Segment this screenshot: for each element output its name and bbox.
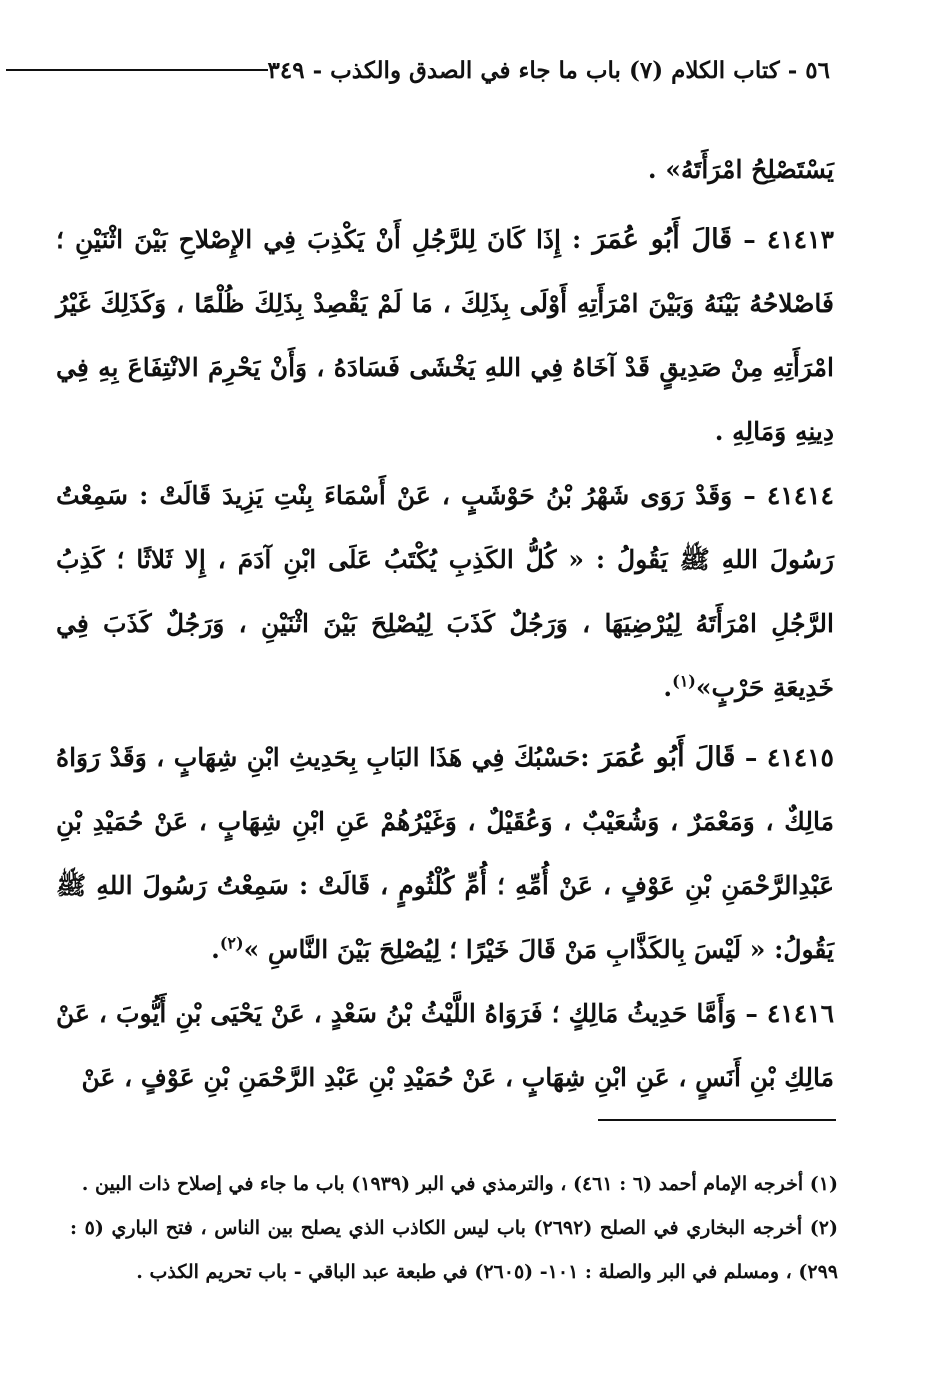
paragraph-4414: [56, 464, 834, 720]
header-rule: [6, 69, 268, 71]
paragraph-continuation: [56, 138, 834, 202]
footnotes: [70, 1162, 838, 1294]
paragraph-text: وَقَدْ رَوَى شَهْرُ بْنُ حَوْشَبٍ ، عَنْ أَسْمَاءَ بِنْتِ يَزِيدَ قَالَتْ : سَمِعْتُ رَسُولَ اللهِ ﷺ يَقُولُ : « كُلُّ الكَذِبِ يُكْتَبُ عَلَى ابْنِ آدَمَ ، إِلا ثَلاثًا ؛ كَذِبُ الرَّجُلِ امْرَأَتَهُ لِيُرْضِيَهَا ، وَرَجُلٌ كَذَبَ لِيُصْلِحَ بَيْنَ اثْنَيْنِ ، وَرَجُلٌ كَذَبَ فِي خَدِيعَةِ حَرْبٍ»: [56, 481, 834, 702]
footnote-2: (٢) أخرجه البخاري في الصلح (٢٦٩٢) باب ليس الكاذب الذي يصلح بين الناس ، فتح الباري (٥ : ٢٩٩) ، ومسلم في البر والصلة : ١٠١- (٢٦٠٥) في طبعة عبد الباقي - باب تحريم الكذب .: [70, 1217, 838, 1283]
paragraph-text: :حَسْبُكَ فِي هَذَا البَابِ بِحَدِيثِ ابْنِ شِهَابٍ ، وَقَدْ رَوَاهُ مَالِكٌ ، وَمَعْمَرٌ ، وَشُعَيْبٌ ، وَعُقَيْلٌ ، وَغَيْرُهُمْ عَنِ ابْنِ شِهَابٍ ، عَنْ حُمَيْدِ بْنِ عَبْدِالرَّحْمَنِ بْنِ عَوْفٍ ، عَنْ أُمِّهِ ؛ أُمِّ كُلْثُومٍ ، قَالَتْ : سَمِعْتُ رَسُولَ اللهِ ﷺ يَقُولُ: « لَيْسَ بِالكَذَّابِ مَنْ قَالَ خَيْرًا ؛ لِيُصْلِحَ بَيْنَ النَّاسِ »: [56, 743, 834, 964]
footnote-reference: (٢): [219, 933, 244, 953]
footnote-reference: (١): [672, 671, 696, 691]
footnote-1: (١) أخرجه الإمام أحمد (٦ : ٤٦١) ، والترمذي في البر (١٩٣٩) باب ما جاء في إصلاح ذات البين .: [81, 1173, 838, 1195]
paragraph-end: .: [211, 935, 220, 964]
speaker-label: قَالَ أَبُو عُمَرَ: [598, 742, 736, 773]
paragraph-4413: [56, 208, 834, 464]
running-header: [30, 52, 830, 88]
paragraph-end: .: [663, 673, 673, 702]
footnote-separator: [598, 1119, 836, 1121]
paragraph-number: ٤١٤١٣ –: [743, 225, 834, 254]
paragraph-text: : إِذَا كَانَ لِلرَّجُلِ أَنْ يَكْذِبَ فِي الإِصْلاحِ بَيْنَ اثْنَيْنِ ؛ فَاصْلاحُهُ بَيْنَهُ وَبَيْنَ امْرَأَتِهِ أَوْلَى بِذَلِكَ ، مَا لَمْ يَقْصِدْ بِذَلِكَ ظُلْمًا ، وَكَذَلِكَ غَيْرُ امْرَأَتِهِ مِنْ صَدِيقٍ قَدْ آخَاهُ فِي اللهِ يَخْشَى فَسَادَهُ ، وَأَنْ يَحْرِمَ الانْتِفَاعَ بِهِ فِي دِينِهِ وَمَالِهِ .: [56, 225, 834, 446]
paragraph-number: ٤١٤١٤ –: [743, 481, 834, 510]
paragraph-4416: [56, 982, 834, 1110]
paragraph-text: يَسْتَصْلِحُ امْرَأَتَهُ» .: [647, 155, 834, 184]
main-text: [56, 138, 834, 1110]
paragraph-number: ٤١٤١٥ –: [744, 743, 834, 772]
paragraph-4415: [56, 726, 834, 982]
header-title: ٥٦ - كتاب الكلام (٧) باب ما جاء في الصدق والكذب - ٣٤٩: [267, 56, 830, 84]
paragraph-text: وَأَمَّا حَدِيثُ مَالِكٍ ؛ فَرَوَاهُ اللَّيْثُ بْنُ سَعْدٍ ، عَنْ يَحْيَى بْنِ أَيُّوبَ ، عَنْ مَالِكِ بْنِ أَنَسٍ ، عَنِ ابْنِ شِهَابٍ ، عَنْ حُمَيْدِ بْنِ عَبْدِ الرَّحْمَنِ بْنِ عَوْفٍ ، عَنْ: [56, 999, 834, 1092]
paragraph-number: ٤١٤١٦ –: [745, 999, 834, 1028]
speaker-label: قَالَ أَبُو عُمَرَ: [592, 224, 733, 255]
